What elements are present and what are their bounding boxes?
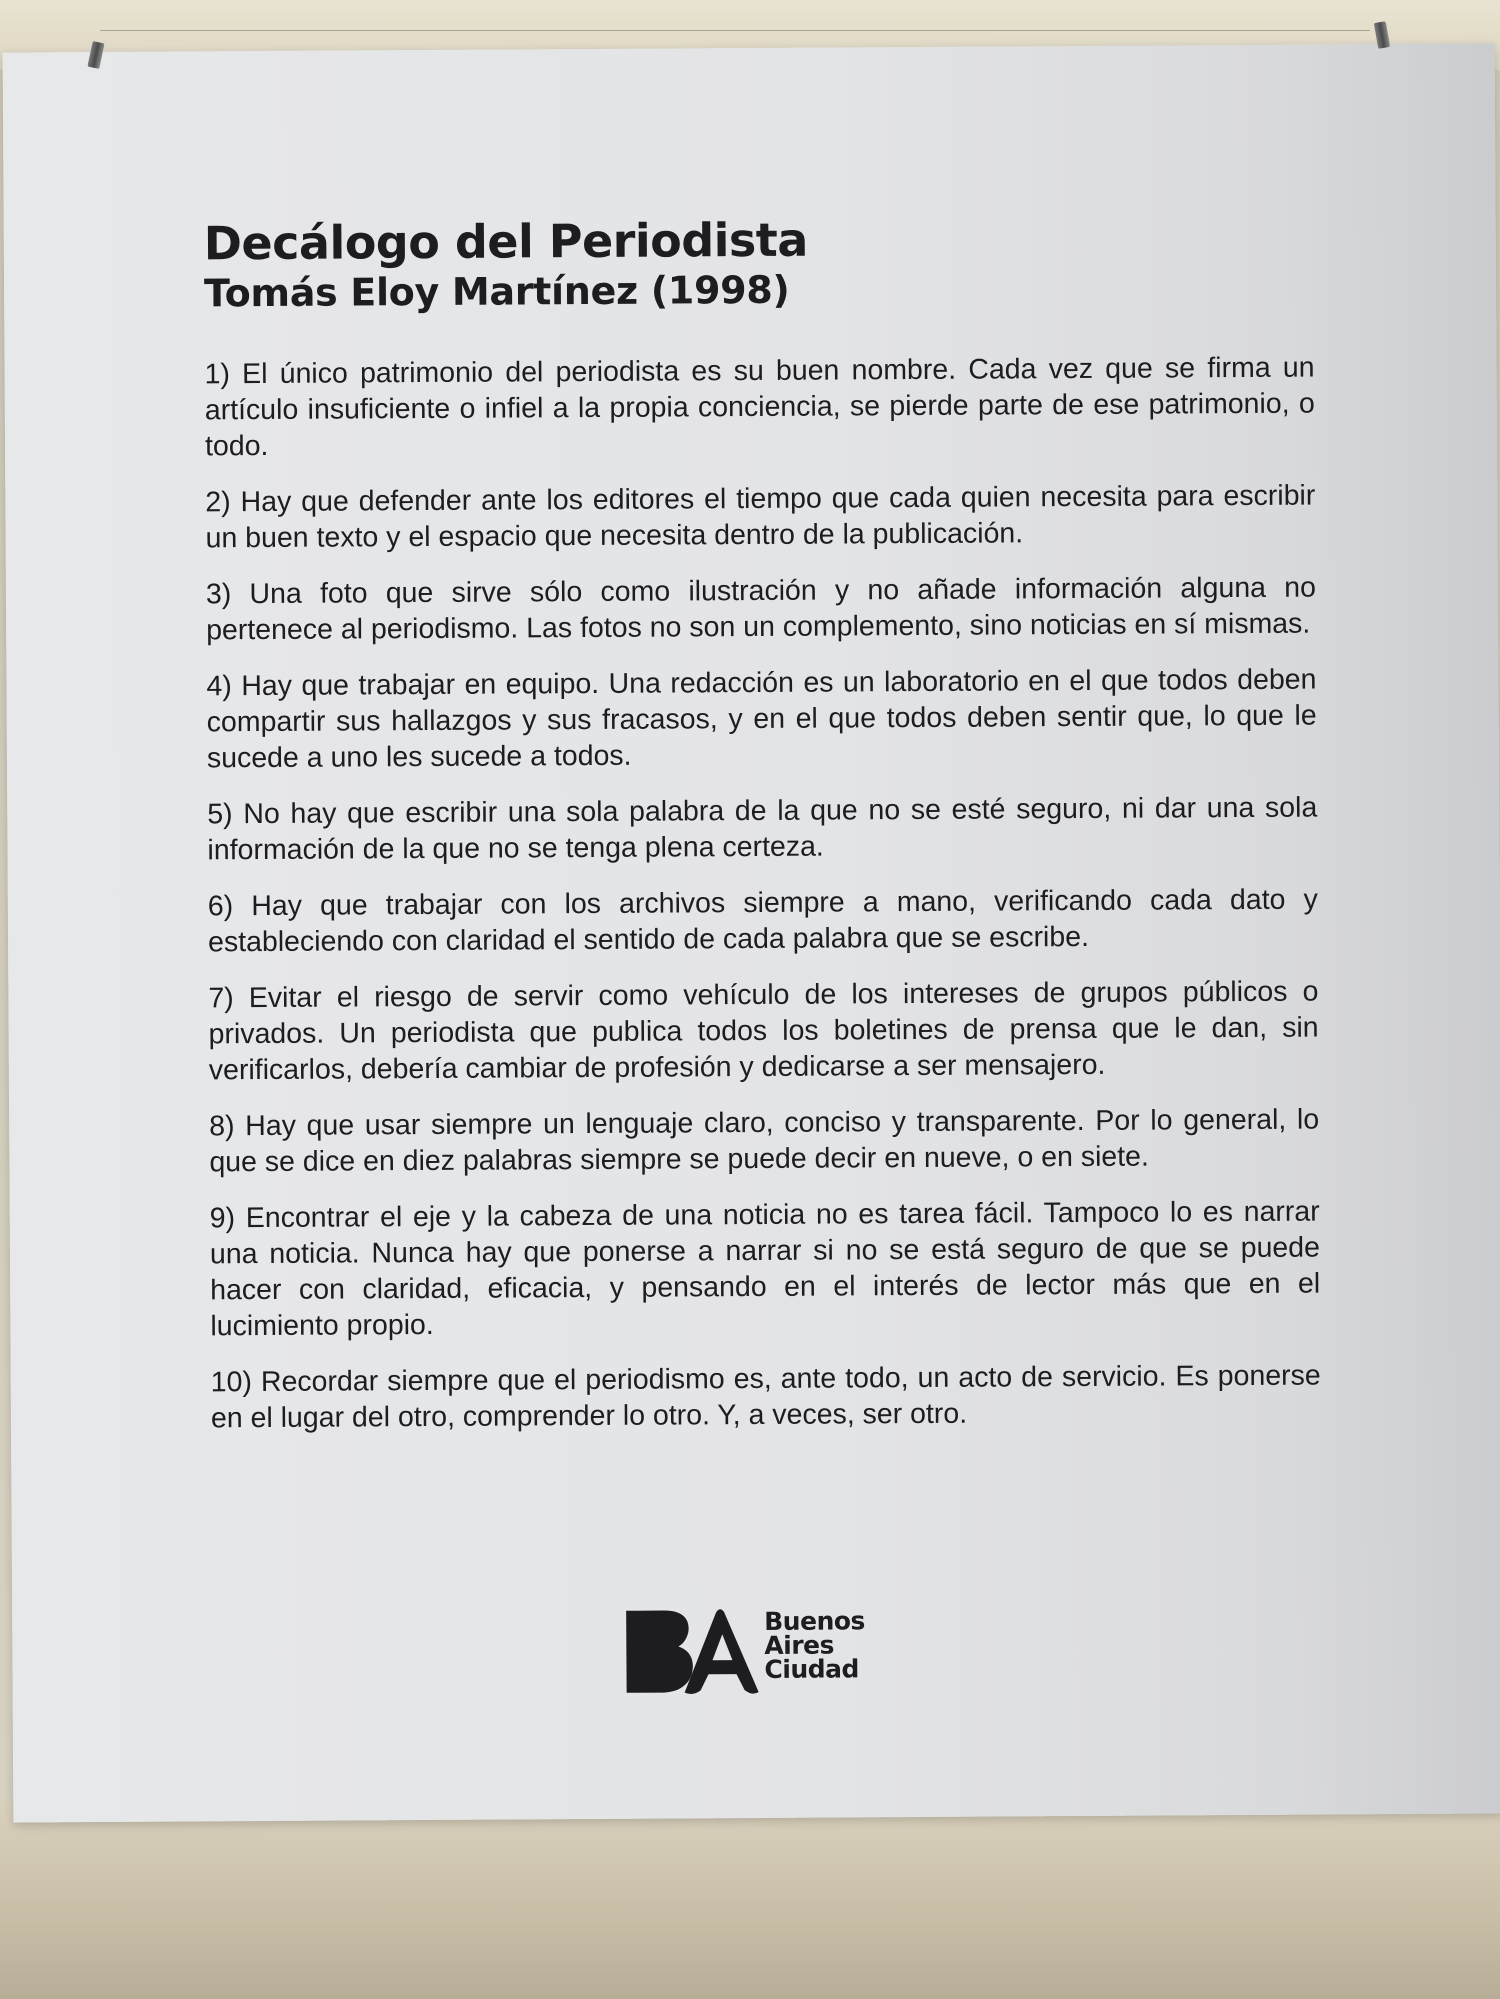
poster-subtitle: Tomás Eloy Martínez (1998) <box>203 267 790 316</box>
logo-line-ciudad: Ciudad <box>764 1654 859 1684</box>
wall-bottom <box>0 1800 1500 1999</box>
poster-content <box>204 210 1322 1457</box>
rule-item: 10) Recordar siempre que el periodismo es, ante todo, un acto de servicio. Es ponerse en el lugar del otro, comprender lo otro. Y, a veces, ser otro. <box>210 1359 1321 1435</box>
hanging-wire <box>100 30 1370 31</box>
rule-item: 3) Una foto que sirve sólo como ilustración y no añade información alguna no pertenece al periodismo. Las fotos no son un complemento, sino noticias en sí mismas. <box>205 571 1316 647</box>
rule-item: 8) Hay que usar siempre un lenguaje claro, conciso y transparente. Por lo general, lo que se dice en diez palabras siempre se puede decir en nueve, o en siete. <box>209 1103 1320 1179</box>
logo-wordmark <box>764 1606 865 1684</box>
rule-item: 9) Encontrar el eje y la cabeza de una noticia no es tarea fácil. Tampoco lo es narrar una noticia. Nunca hay que ponerse a narrar si no se está seguro de que se puede hacer con claridad, eficacia, y pensando en el interés de lector más que en el lucimiento propio. <box>209 1195 1321 1343</box>
rule-item: 1) El único patrimonio del periodista es su buen nombre. Cada vez que se firma un artículo insuficiente o infiel a la propia conciencia, se pierde parte de ese patrimonio, o todo. <box>204 351 1315 463</box>
rule-item: 5) No hay que escribir una sola palabra de la que no se esté seguro, ni dar una sola información de la que no se tenga plena certeza. <box>207 791 1318 867</box>
rule-item: 7) Evitar el riesgo de servir como vehículo de los intereses de grupos públicos o privados. Un periodista que publica todos los boletines de prensa que le dan, sin verificarlos, debería cambiar de profesión y dedicarse a ser mensajero. <box>208 975 1319 1087</box>
rule-item: 2) Hay que defender ante los editores el tiempo que cada quien necesita para escribir un buen texto y el espacio que necesita dentro de la publicación. <box>205 479 1316 555</box>
buenos-aires-ciudad-logo <box>624 1603 905 1695</box>
rule-item: 6) Hay que trabajar con los archivos siempre a mano, verificando cada dato y estableciendo con claridad el sentido de cada palabra que se escribe. <box>207 883 1318 959</box>
logo-line-buenos: Buenos <box>764 1606 865 1636</box>
rules-list <box>204 350 1321 1437</box>
rule-item: 4) Hay que trabajar en equipo. Una redacción es un laboratorio en el que todos deben compartir sus hallazgos y sus fracasos, y en el que todos deben sentir que, lo que le sucede a uno les sucede a todos. <box>206 663 1317 775</box>
logo-line-aires: Aires <box>764 1630 835 1660</box>
ba-mark-icon <box>624 1604 765 1695</box>
poster-sheet <box>3 43 1500 1822</box>
poster-title: Decálogo del Periodista <box>203 212 809 271</box>
